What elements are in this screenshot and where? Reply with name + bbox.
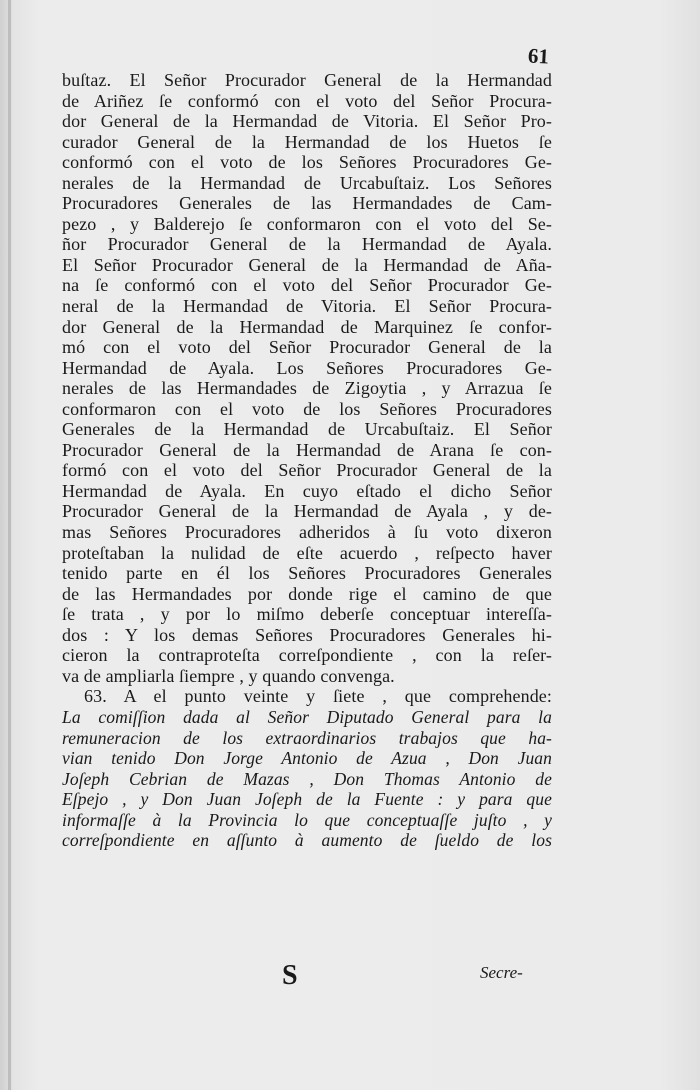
text-line: Procuradores Generales de las Hermandades de Cam- xyxy=(62,193,552,214)
italic-line: Eſpejo , y Don Juan Joſeph de la Fuente : y para que xyxy=(62,789,552,810)
paragraph-63-heading: 63. A el punto veinte y ſiete , que comprehende: xyxy=(84,686,552,707)
text-line: proteſtaban la nulidad de eſte acuerdo , reſpecto haver xyxy=(62,542,552,563)
text-line: tenido parte en él los Señores Procuradores Generales xyxy=(62,563,552,584)
italic-line: correſpondiente en aſſunto à aumento de ſueldo de los xyxy=(62,830,552,851)
text-line: neral de la Hermandad de Vitoria. El Señor Procura- xyxy=(62,296,552,317)
body-text xyxy=(62,70,552,851)
italic-line: La comiſſion dada al Señor Diputado General para la xyxy=(62,706,552,727)
text-line: Hermandad de Ayala. En cuyo eſtado el dicho Señor xyxy=(62,480,552,501)
text-line: conformó con el voto de los Señores Procuradores Ge- xyxy=(62,152,552,173)
text-line: dor General de la Hermandad de Vitoria. El Señor Pro- xyxy=(62,111,552,132)
page-number: 61 xyxy=(527,43,550,69)
text-line: va de ampliarla ſiempre , y quando convenga. xyxy=(62,665,395,686)
text-line: de Ariñez ſe conformó con el voto del Señor Procura- xyxy=(62,90,552,111)
text-line: mó con el voto del Señor Procurador General de la xyxy=(62,337,552,358)
text-line: buſtaz. El Señor Procurador General de la Hermandad xyxy=(62,70,552,90)
text-line: mas Señores Procuradores adheridos à ſu voto dixeron xyxy=(62,522,552,543)
text-line: Generales de la Hermandad de Urcabuſtaiz. El Señor xyxy=(62,419,552,440)
text-line: nerales de las Hermandades de Zigoytia , y Arrazua ſe xyxy=(62,378,552,399)
text-line: El Señor Procurador General de la Hermandad de Aña- xyxy=(62,254,552,275)
text-line: de las Hermandades por donde rige el camino de que xyxy=(62,583,552,604)
text-line: dos : Y los demas Señores Procuradores Generales hi- xyxy=(62,624,552,645)
italic-line: informaſſe à la Provincia lo que conceptuaſſe juſto , y xyxy=(62,809,552,830)
signature-mark: S xyxy=(282,960,298,991)
text-line: ſe trata , y por lo miſmo deberſe conceptuar intereſſa- xyxy=(62,604,552,625)
text-line: nerales de la Hermandad de Urcabuſtaiz. Los Señores xyxy=(62,172,552,193)
text-line: pezo , y Balderejo ſe conformaron con el voto del Se- xyxy=(62,213,552,234)
italic-line: remuneracion de los extraordinarios trabajos que ha- xyxy=(62,727,552,748)
text-line: curador General de la Hermandad de los Huetos ſe xyxy=(62,131,552,152)
italic-line: Joſeph Cebrian de Mazas , Don Thomas Antonio de xyxy=(62,768,552,789)
text-line: Hermandad de Ayala. Los Señores Procuradores Ge- xyxy=(62,357,552,378)
text-line: dor General de la Hermandad de Marquinez ſe confor- xyxy=(62,316,552,337)
italic-line: vian tenido Don Jorge Antonio de Azua , Don Juan xyxy=(62,748,552,769)
text-line: formó con el voto del Señor Procurador General de la xyxy=(62,460,552,481)
page-edge-shadow xyxy=(8,0,11,1090)
text-line: ñor Procurador General de la Hermandad de Ayala. xyxy=(62,234,552,255)
text-line: Procurador General de la Hermandad de Arana ſe con- xyxy=(62,439,552,460)
text-line: cieron la contraproteſta correſpondiente , con la reſer- xyxy=(62,645,552,666)
text-line: Procurador General de la Hermandad de Ayala , y de- xyxy=(62,501,552,522)
text-line: conformaron con el voto de los Señores Procuradores xyxy=(62,398,552,419)
text-line: na ſe conformó con el voto del Señor Procurador Ge- xyxy=(62,275,552,296)
catchword: Secre- xyxy=(480,963,523,982)
